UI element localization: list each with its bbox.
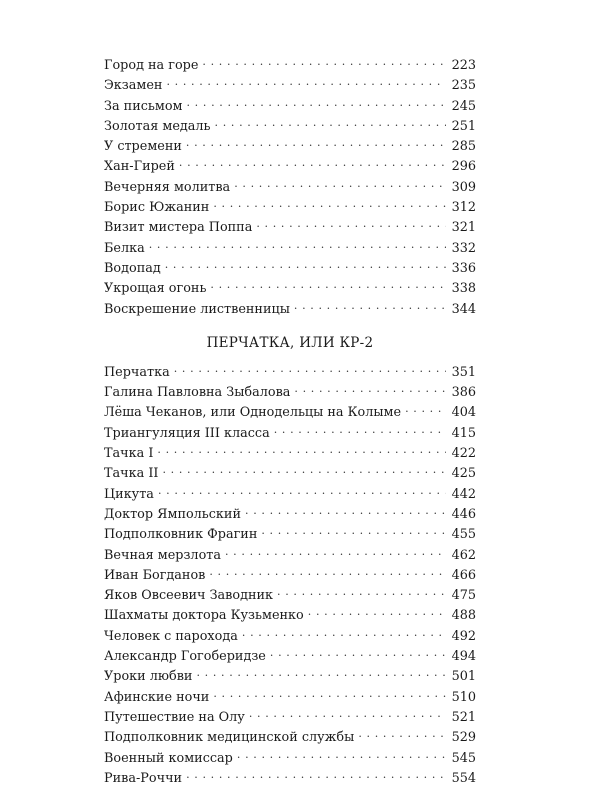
toc-entry	[104, 566, 476, 586]
toc-entry-page: 223	[451, 58, 476, 73]
toc-entry	[104, 198, 476, 218]
toc-entry-page: 425	[451, 466, 476, 482]
toc-entry-page: 455	[451, 527, 476, 543]
toc-entry	[104, 383, 476, 403]
toc-entry-title: Путешествие на Олу	[104, 709, 245, 725]
toc-entry-title: Тачка I	[104, 446, 154, 462]
toc-entry	[104, 117, 476, 137]
toc-entry-page: 336	[451, 260, 476, 276]
toc-entry-page: 494	[451, 649, 476, 665]
dot-leader	[237, 750, 446, 762]
toc-entry	[104, 178, 476, 198]
toc-entry-title: Воскрешение лиственницы	[104, 301, 290, 317]
toc-entry-page: 488	[451, 608, 476, 624]
toc-entry-page: 529	[451, 730, 476, 746]
toc-entry-page: 321	[451, 220, 476, 236]
toc-entry-page: 332	[451, 240, 476, 256]
toc-entry-page: 554	[451, 770, 476, 786]
dot-leader	[294, 301, 446, 313]
dot-leader	[196, 668, 445, 680]
toc-entry	[104, 363, 476, 383]
toc-entry	[104, 157, 476, 177]
toc-entry-page: 386	[451, 385, 476, 401]
dot-leader	[213, 199, 445, 211]
toc-entry-title: Вечерняя молитва	[104, 179, 231, 195]
toc-entry-page: 235	[451, 78, 476, 94]
dot-leader	[225, 547, 446, 559]
toc-entry-page: 492	[451, 628, 476, 644]
toc-entry-page: 312	[451, 200, 476, 216]
toc-entry-page: 344	[451, 301, 476, 317]
dot-leader	[166, 77, 445, 89]
toc-entry	[104, 505, 476, 525]
dot-leader	[234, 179, 445, 191]
toc-entry-title: У стремени	[104, 139, 182, 155]
toc-entry-title: Галина Павловна Зыбалова	[104, 385, 291, 401]
toc-entry-page: 415	[451, 425, 476, 441]
toc-entry	[104, 76, 476, 96]
toc-entry-page: 462	[451, 547, 476, 563]
toc-entry-title: Перчатка	[104, 364, 170, 380]
toc-entry-page: 510	[451, 689, 476, 705]
toc-entry	[104, 464, 476, 484]
toc-entry	[104, 137, 476, 157]
toc-entry-page: 285	[451, 139, 476, 155]
toc-entry	[104, 627, 476, 647]
toc-entry-title: Доктор Ямпольский	[104, 506, 241, 522]
toc-list-part2	[104, 363, 476, 789]
toc-entry-title: Рива-Роччи	[104, 770, 183, 786]
dot-leader	[277, 587, 446, 599]
dot-leader	[405, 404, 445, 416]
dot-leader	[174, 364, 446, 376]
toc-entry-page: 351	[451, 364, 476, 380]
dot-leader	[294, 384, 445, 396]
toc-entry-title: Шахматы доктора Кузьменко	[104, 608, 304, 624]
toc-entry-page: 545	[451, 750, 476, 766]
toc-entry	[104, 424, 476, 444]
dot-leader	[149, 240, 446, 252]
dot-leader	[162, 465, 445, 477]
toc-entry-page: 296	[451, 159, 476, 175]
toc-entry-title: Военный комиссар	[104, 750, 233, 766]
toc-entry	[104, 485, 476, 505]
toc-entry	[104, 525, 476, 545]
toc-entry-title: Укрощая огонь	[104, 281, 207, 297]
dot-leader	[158, 486, 446, 498]
dot-leader	[165, 260, 446, 272]
toc-entry-title: Борис Южанин	[104, 200, 210, 216]
dot-leader	[209, 567, 445, 579]
toc-entry-title: Цикута	[104, 486, 154, 502]
dot-leader	[242, 628, 446, 640]
toc-entry	[104, 728, 476, 748]
toc-entry	[104, 708, 476, 728]
dot-leader	[186, 98, 445, 110]
toc-entry	[104, 259, 476, 279]
dot-leader	[358, 729, 445, 741]
toc-entry-title: Яков Овсеевич Заводник	[104, 588, 274, 604]
toc-entry-title: Триангуляция III класса	[104, 425, 270, 441]
toc-entry	[104, 769, 476, 789]
toc-entry-title: Хан-Гирей	[104, 159, 175, 175]
dot-leader	[261, 526, 445, 538]
toc-entry	[104, 218, 476, 238]
toc-entry-title: Водопад	[104, 260, 161, 276]
dot-leader	[186, 770, 446, 782]
toc-entry	[104, 647, 476, 667]
toc-entry-title: Вечная мерзлота	[104, 547, 221, 563]
toc-entry	[104, 97, 476, 117]
toc-entry	[104, 606, 476, 626]
toc-entry	[104, 586, 476, 606]
toc-entry-page: 466	[451, 567, 476, 583]
dot-leader	[186, 138, 446, 150]
toc-entry	[104, 300, 476, 320]
toc-entry	[104, 239, 476, 259]
toc-entry-title: Золотая медаль	[104, 118, 211, 134]
toc-entry-page: 521	[451, 709, 476, 725]
toc-entry-title: Экзамен	[104, 78, 163, 94]
toc-entry-page: 446	[451, 506, 476, 522]
toc-entry-page: 251	[451, 118, 476, 134]
dot-leader	[245, 506, 446, 518]
dot-leader	[210, 280, 445, 292]
dot-leader	[270, 648, 446, 660]
dot-leader	[157, 445, 445, 457]
toc-entry-title: Человек с парохода	[104, 628, 238, 644]
toc-entry-title: Уроки любви	[104, 669, 193, 685]
toc-entry-page: 501	[451, 669, 476, 685]
section-heading: ПЕРЧАТКА, ИЛИ КР-2	[206, 334, 374, 351]
toc-entry-title: Александр Гогоберидзе	[104, 649, 266, 665]
toc-entry-title: Тачка II	[104, 466, 159, 482]
toc-entry-title: Белка	[104, 240, 145, 256]
toc-entry-title: Город на горе	[104, 58, 199, 73]
toc-entry	[104, 688, 476, 708]
dot-leader	[249, 709, 446, 721]
toc-entry	[104, 667, 476, 687]
toc-entry	[104, 403, 476, 423]
dot-leader	[202, 57, 445, 69]
toc-entry-page: 442	[451, 486, 476, 502]
toc-entry-page: 475	[451, 588, 476, 604]
toc-entry	[104, 279, 476, 299]
table-of-contents	[104, 56, 476, 789]
toc-entry-title: Подполковник медицинской службы	[104, 730, 355, 746]
toc-entry	[104, 546, 476, 566]
toc-entry	[104, 56, 476, 76]
dot-leader	[256, 219, 445, 231]
toc-entry-page: 245	[451, 98, 476, 114]
toc-entry	[104, 444, 476, 464]
dot-leader	[213, 689, 445, 701]
dot-leader	[308, 607, 446, 619]
toc-entry	[104, 749, 476, 769]
toc-entry-page: 422	[451, 446, 476, 462]
dot-leader	[274, 425, 446, 437]
toc-entry-page: 404	[451, 405, 476, 421]
dot-leader	[179, 158, 446, 170]
toc-entry-page: 309	[451, 179, 476, 195]
toc-list-part1	[104, 56, 476, 320]
toc-entry-title: Подполковник Фрагин	[104, 527, 258, 543]
toc-entry-title: Визит мистера Поппа	[104, 220, 253, 236]
toc-entry-title: Иван Богданов	[104, 567, 206, 583]
toc-entry-title: За письмом	[104, 98, 183, 114]
toc-entry-page: 338	[451, 281, 476, 297]
dot-leader	[215, 118, 446, 130]
toc-entry-title: Афинские ночи	[104, 689, 210, 705]
toc-entry-title: Лёша Чеканов, или Однодельцы на Колыме	[104, 405, 402, 421]
